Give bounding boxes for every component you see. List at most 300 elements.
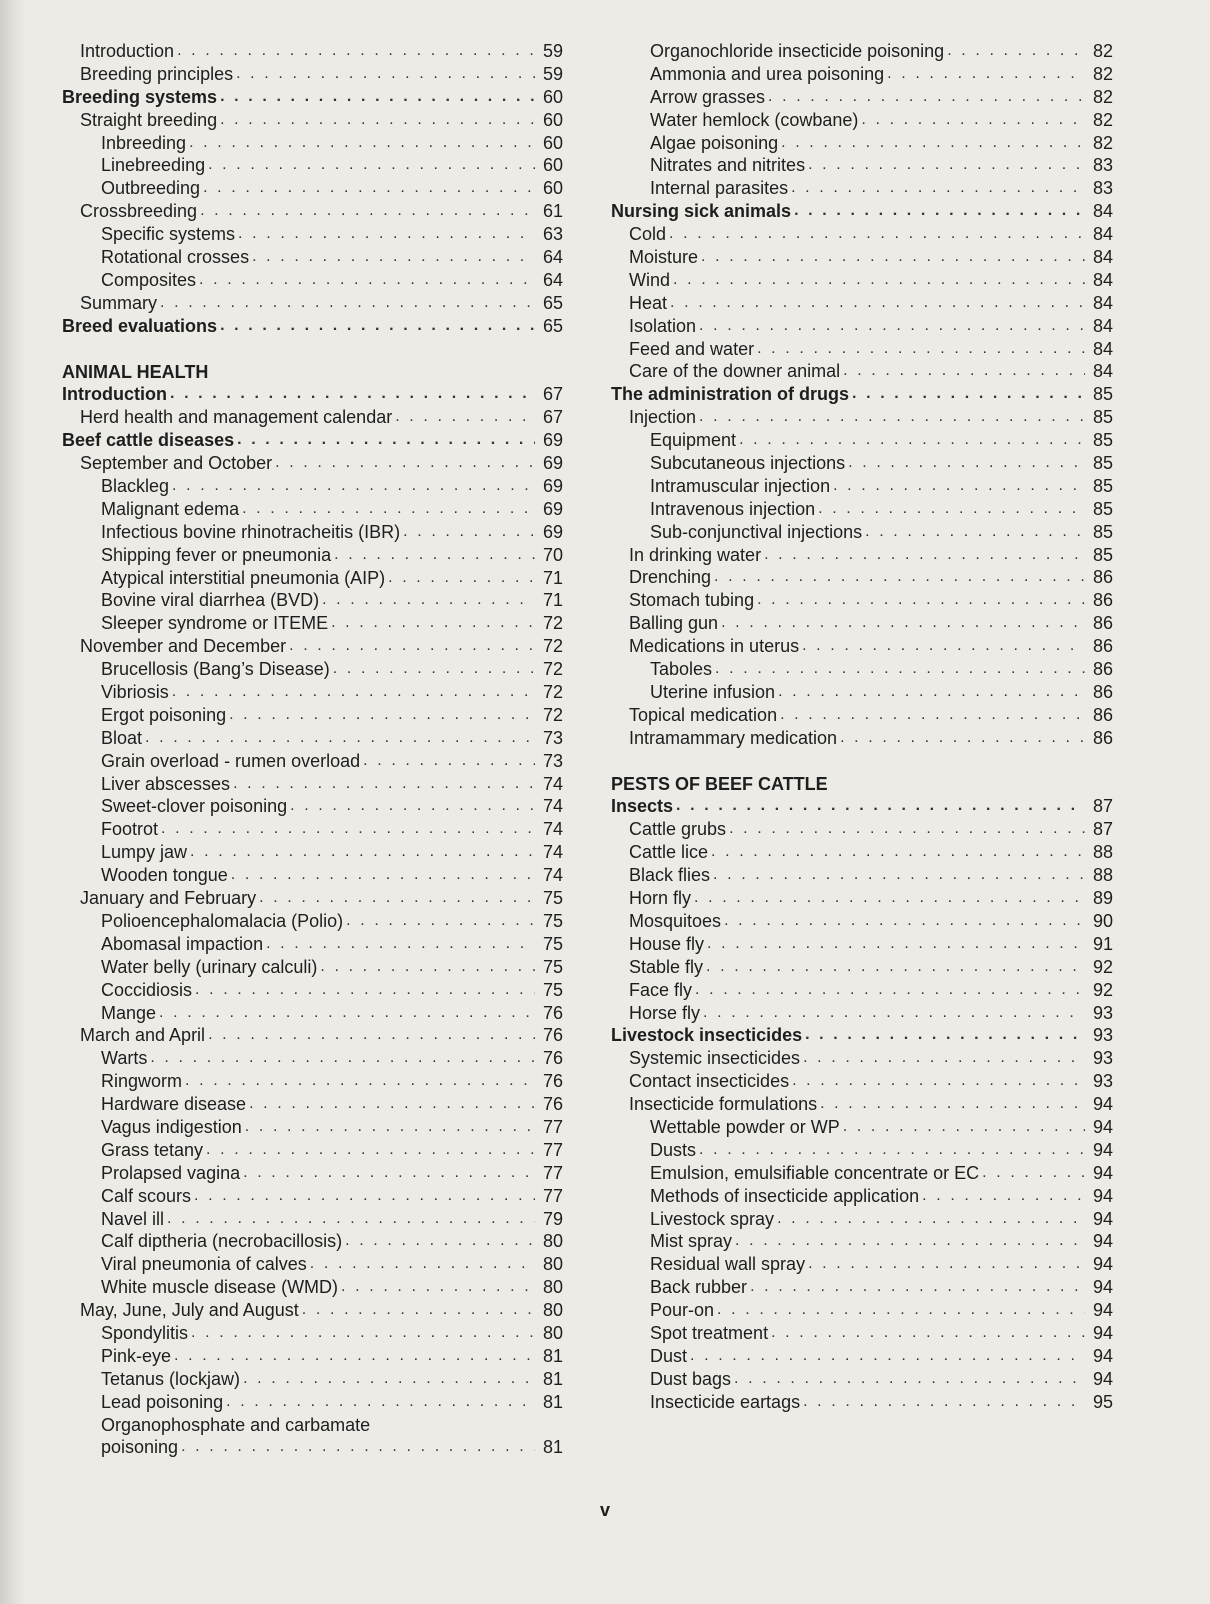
dot-leader [238,223,535,246]
entry-page-number: 80 [542,1277,563,1298]
entry-title: Taboles [650,659,713,680]
entry-page-number: 86 [1092,567,1113,588]
dot-leader [172,681,535,704]
toc-entry [607,612,1113,635]
entry-title: Arrow grasses [650,86,766,107]
toc-entry [607,818,1113,841]
dot-leader [735,1230,1085,1253]
toc-entry [607,292,1113,315]
entry-title: Mange [101,1002,157,1023]
dot-leader [243,1368,535,1391]
entry-page-number: 76 [542,1025,563,1046]
entry-page-number: 94 [1092,1162,1113,1183]
dot-leader [195,979,535,1002]
toc-entry [607,452,1113,475]
entry-page-number: 86 [1092,727,1113,748]
entry-page-number: 80 [542,1254,563,1275]
entry-page-number: 90 [1092,910,1113,931]
entry-title: Ringworm [101,1071,183,1092]
toc-heading-entry [607,1024,1113,1047]
toc-entry [58,1322,563,1345]
entry-title: Livestock spray [650,1208,775,1229]
dot-leader [707,933,1085,956]
toc-entry [58,1024,563,1047]
entry-page-number: 85 [1092,475,1113,496]
toc-entry [607,887,1113,910]
toc-entry [607,360,1113,383]
entry-page-number: 60 [542,109,563,130]
dot-leader [757,589,1085,612]
entry-title: Horn fly [629,888,692,909]
dot-leader [231,864,535,887]
entry-page-number: 81 [542,1391,563,1412]
entry-title: Coccidiosis [101,979,193,1000]
entry-page-number: 77 [542,1139,563,1160]
entry-page-number: 65 [542,292,563,313]
entry-title: Polioencephalomalacia (Polio) [101,910,344,931]
binding-shadow [0,0,26,1604]
entry-page-number: 87 [1092,796,1113,817]
entry-page-number: 67 [542,407,563,428]
toc-entry [607,841,1113,864]
entry-title: Brucellosis (Bang’s Disease) [101,659,330,680]
dot-leader [768,86,1085,109]
entry-title: Summary [80,292,158,313]
toc-entry [58,132,563,155]
dot-leader [191,1322,535,1345]
toc-entry [58,452,563,475]
toc-entry [607,1116,1113,1139]
entry-title: The administration of drugs [611,384,850,405]
entry-page-number: 85 [1092,384,1113,405]
entry-title: Stable fly [629,956,704,977]
entry-page-number: 61 [542,201,563,222]
dot-leader [694,887,1085,910]
dot-leader [922,1185,1085,1208]
dot-leader [236,63,535,86]
entry-title: Face fly [629,979,693,1000]
entry-title: Water hemlock (cowbane) [650,109,859,130]
entry-page-number: 84 [1092,292,1113,313]
toc-entry [58,704,563,727]
entry-title: Nitrates and nitrites [650,155,806,176]
entry-title: Infectious bovine rhinotracheitis (IBR) [101,521,401,542]
entry-page-number: 89 [1092,888,1113,909]
entry-page-number: 86 [1092,659,1113,680]
entry-page-number: 63 [542,224,563,245]
dot-leader [150,1047,535,1070]
toc-entry [607,1162,1113,1185]
entry-page-number: 94 [1092,1322,1113,1343]
entry-page-number: 94 [1092,1139,1113,1160]
toc-entry [58,1139,563,1162]
toc-heading-entry [58,86,563,109]
entry-title: Specific systems [101,224,236,245]
entry-page-number: 80 [542,1231,563,1252]
toc-entry [607,704,1113,727]
entry-title: Herd health and management calendar [80,407,393,428]
dot-leader [229,704,535,727]
toc-heading-entry [58,315,563,338]
dot-leader [203,177,535,200]
toc-entry [58,864,563,887]
entry-title: Horse fly [629,1002,701,1023]
entry-title: ANIMAL HEALTH [62,361,209,382]
toc-entry [607,979,1113,1002]
dot-leader [220,86,535,109]
toc-entry [607,475,1113,498]
entry-title: Dust [650,1345,688,1366]
entry-title: Bloat [101,727,143,748]
dot-leader [275,452,535,475]
entry-title: Spondylitis [101,1322,189,1343]
entry-title: May, June, July and August [80,1300,299,1321]
entry-page-number: 84 [1092,247,1113,267]
dot-leader [843,1116,1085,1139]
dot-leader [982,1162,1085,1185]
dot-leader [865,521,1085,544]
entry-page-number: 82 [1092,86,1113,107]
toc-entry [58,1253,563,1276]
entry-page-number: 86 [1092,590,1113,611]
entry-page-number: 94 [1092,1254,1113,1275]
entry-title: Calf diptheria (necrobacillosis) [101,1231,343,1252]
toc-entry [607,246,1113,269]
entry-page-number: 81 [542,1368,563,1389]
toc-entry [58,979,563,1002]
toc-entry [607,132,1113,155]
section-heading [607,773,1113,796]
dot-leader [345,1230,535,1253]
dot-leader [199,269,535,292]
toc-entry [58,681,563,704]
entry-page-number: 84 [1092,269,1113,290]
entry-title: Livestock insecticides [611,1025,803,1046]
entry-page-number: 72 [542,636,563,657]
entry-title: Dust bags [650,1368,732,1389]
dot-leader [670,292,1085,315]
toc-entry [58,521,563,544]
toc-heading-entry [58,383,563,406]
dot-leader [840,727,1085,750]
entry-page-number: 60 [542,178,563,199]
toc-entry [607,933,1113,956]
dot-leader [334,544,535,567]
entry-page-number: 92 [1092,979,1113,1000]
entry-page-number: 80 [542,1300,563,1321]
toc-entry [58,1230,563,1253]
entry-title: Crossbreeding [80,201,198,222]
entry-page-number: 94 [1092,1368,1113,1389]
entry-title: Lumpy jaw [101,842,188,863]
entry-title: Pour-on [650,1300,715,1321]
entry-page-number: 74 [542,796,563,817]
dot-leader [699,1139,1085,1162]
entry-title: Bovine viral diarrhea (BVD) [101,590,320,611]
toc-entry [607,1208,1113,1231]
entry-title: Uterine infusion [650,681,776,702]
entry-page-number: 83 [1092,155,1113,176]
dot-leader [341,1276,535,1299]
entry-page-number: 94 [1092,1094,1113,1115]
entry-page-number: 80 [542,1322,563,1343]
toc-entry [58,1185,563,1208]
entry-title: Stomach tubing [629,590,755,611]
toc-entry [607,658,1113,681]
toc-entry [607,1093,1113,1116]
dot-leader [805,1024,1085,1047]
entry-page-number: 79 [542,1208,563,1229]
entry-page-number: 73 [542,727,563,748]
dot-leader [690,1345,1085,1368]
entry-title: Malignant edema [101,498,240,519]
entry-title: Breed evaluations [62,315,218,336]
dot-leader [843,360,1085,383]
dot-leader [243,1162,535,1185]
entry-page-number: 70 [542,544,563,565]
dot-leader [808,154,1085,177]
dot-leader [848,452,1085,475]
entry-title: Sub-conjunctival injections [650,521,863,542]
entry-title: Moisture [629,247,699,267]
toc-entry [607,566,1113,589]
dot-leader [170,383,535,406]
toc-entry [58,177,563,200]
dot-leader [808,1253,1085,1276]
entry-title: Injection [629,407,697,428]
dot-leader [185,1070,535,1093]
entry-page-number: 75 [542,979,563,1000]
dot-leader [181,1436,535,1459]
entry-page-number: 74 [542,773,563,794]
dot-leader [363,750,535,773]
entry-page-number: 87 [1092,819,1113,840]
dot-leader [757,338,1085,361]
entry-page-number: 71 [542,567,563,588]
toc-entry [58,269,563,292]
entry-title: Beef cattle diseases [62,430,235,451]
dot-leader [200,200,535,223]
dot-leader [161,818,535,841]
dot-leader [803,1391,1085,1414]
dot-leader [802,635,1085,658]
toc-entry [58,658,563,681]
entry-title: Calf scours [101,1185,192,1206]
dot-leader [701,246,1085,269]
toc-entry [607,406,1113,429]
dot-leader [713,864,1085,887]
toc-entry [58,956,563,979]
entry-page-number: 81 [542,1345,563,1366]
toc-entry [607,1002,1113,1025]
dot-leader [887,63,1085,86]
entry-title: Care of the downer animal [629,361,841,382]
entry-page-number: 92 [1092,956,1113,977]
entry-title: Organochloride insecticide poisoning [650,40,945,61]
toc-entry [58,796,563,819]
entry-title: Linebreeding [101,155,206,176]
toc-entry [607,269,1113,292]
entry-title: Wettable powder or WP [650,1116,840,1137]
toc-entry [607,1070,1113,1093]
dot-leader [237,429,535,452]
toc-entry [58,1116,563,1139]
toc-entry [58,818,563,841]
dot-leader [947,40,1085,63]
dot-leader [750,1276,1085,1299]
entry-title: Sweet-clover poisoning [101,796,288,817]
toc-entry [607,544,1113,567]
entry-page-number: 86 [1092,613,1113,634]
entry-page-number: 95 [1092,1391,1113,1412]
entry-title: Composites [101,269,197,290]
dot-leader [172,475,535,498]
dot-leader [803,1047,1085,1070]
entry-title: White muscle disease (WMD) [101,1277,339,1298]
dot-leader [792,1070,1085,1093]
toc-entry [58,200,563,223]
dot-leader [145,727,535,750]
dot-leader [167,1208,535,1231]
entry-title: September and October [80,453,273,474]
dot-leader [403,521,535,544]
entry-page-number: 71 [542,590,563,611]
dot-leader [333,658,535,681]
entry-page-number: 84 [1092,361,1113,382]
entry-title: Hardware disease [101,1094,247,1115]
entry-page-number: 94 [1092,1231,1113,1252]
entry-page-number: 67 [542,384,563,405]
toc-entry [607,109,1113,132]
section-spacer [607,750,1113,773]
dot-leader [233,773,535,796]
entry-title: Mist spray [650,1231,733,1252]
toc-entry [58,498,563,521]
dot-leader [717,1299,1085,1322]
toc-entry [607,1139,1113,1162]
entry-page-number: 84 [1092,201,1113,222]
entry-page-number: 74 [542,819,563,840]
entry-title: Intramuscular injection [650,475,831,496]
entry-title: Grass tetany [101,1139,204,1160]
dot-leader [206,1139,535,1162]
dot-leader [252,246,535,269]
entry-page-number: 85 [1092,521,1113,542]
toc-entry [58,841,563,864]
toc-entry [58,1002,563,1025]
entry-title: Emulsion, emulsifiable concentrate or EC [650,1162,980,1183]
toc-entry [58,750,563,773]
entry-title: Lead poisoning [101,1391,224,1412]
dot-leader [259,887,535,910]
toc-entry [58,63,563,86]
entry-title: Outbreeding [101,178,201,199]
entry-title: Navel ill [101,1208,165,1229]
entry-page-number: 84 [1092,338,1113,359]
toc-entry [58,109,563,132]
dot-leader [266,933,535,956]
entry-page-number: 72 [542,682,563,703]
toc-entry [607,635,1113,658]
toc-entry [58,292,563,315]
entry-title: Blackleg [101,476,170,497]
toc-entry [58,1276,563,1299]
toc-entry [58,1070,563,1093]
entry-page-number: 82 [1092,63,1113,84]
dot-leader [249,1093,535,1116]
entry-title: Shipping fever or pneumonia [101,544,332,565]
entry-page-number: 85 [1092,407,1113,428]
toc-entry [58,1436,563,1459]
dot-leader [226,1391,535,1414]
entry-title: Residual wall spray [650,1254,806,1275]
dot-leader [820,1093,1085,1116]
dot-leader [711,841,1085,864]
entry-title: Black flies [629,865,711,886]
entry-page-number: 60 [542,155,563,176]
dot-leader [189,132,535,155]
dot-leader [778,681,1085,704]
dot-leader [220,109,535,132]
entry-title: Intramammary medication [629,727,838,748]
entry-page-number: 94 [1092,1116,1113,1137]
entry-title: Straight breeding [80,109,218,130]
dot-leader [290,795,535,818]
dot-leader [177,40,535,63]
dot-leader [302,1299,535,1322]
toc-entry [607,177,1113,200]
dot-leader [322,589,535,612]
toc-entry [607,1047,1113,1070]
entry-page-number: 59 [542,63,563,84]
entry-title: Spot treatment [650,1322,769,1343]
entry-page-number: 72 [542,659,563,680]
entry-page-number: 76 [542,1048,563,1069]
entry-page-number: 69 [542,453,563,474]
entry-title: Tetanus (lockjaw) [101,1368,241,1389]
entry-title: Organophosphate and carbamate [101,1414,371,1435]
entry-title: Warts [101,1048,148,1069]
dot-leader [245,1116,535,1139]
toc-entry [607,63,1113,86]
entry-page-number: 64 [542,247,563,267]
toc-entry [58,544,563,567]
entry-page-number: 77 [542,1116,563,1137]
dot-leader [331,612,535,635]
entry-title: Dusts [650,1139,697,1160]
dot-leader [174,1345,535,1368]
entry-title: Insecticide eartags [650,1391,801,1412]
entry-title: Breeding systems [62,86,218,107]
dot-leader [739,429,1085,452]
dot-leader [781,132,1085,155]
toc-entry [607,589,1113,612]
entry-title: Heat [629,292,668,313]
entry-title: Grain overload - rumen overload [101,750,361,771]
dot-leader [395,406,535,429]
entry-page-number: 85 [1092,544,1113,565]
entry-title: Balling gun [629,613,719,634]
toc-entry [58,910,563,933]
toc-entry [58,475,563,498]
entry-page-number: 86 [1092,636,1113,657]
entry-page-number: 60 [542,86,563,107]
dot-leader [777,1208,1085,1231]
entry-title: Ammonia and urea poisoning [650,63,885,84]
toc-left-column [58,40,563,1459]
toc-entry [58,1047,563,1070]
entry-title: Viral pneumonia of calves [101,1254,307,1275]
